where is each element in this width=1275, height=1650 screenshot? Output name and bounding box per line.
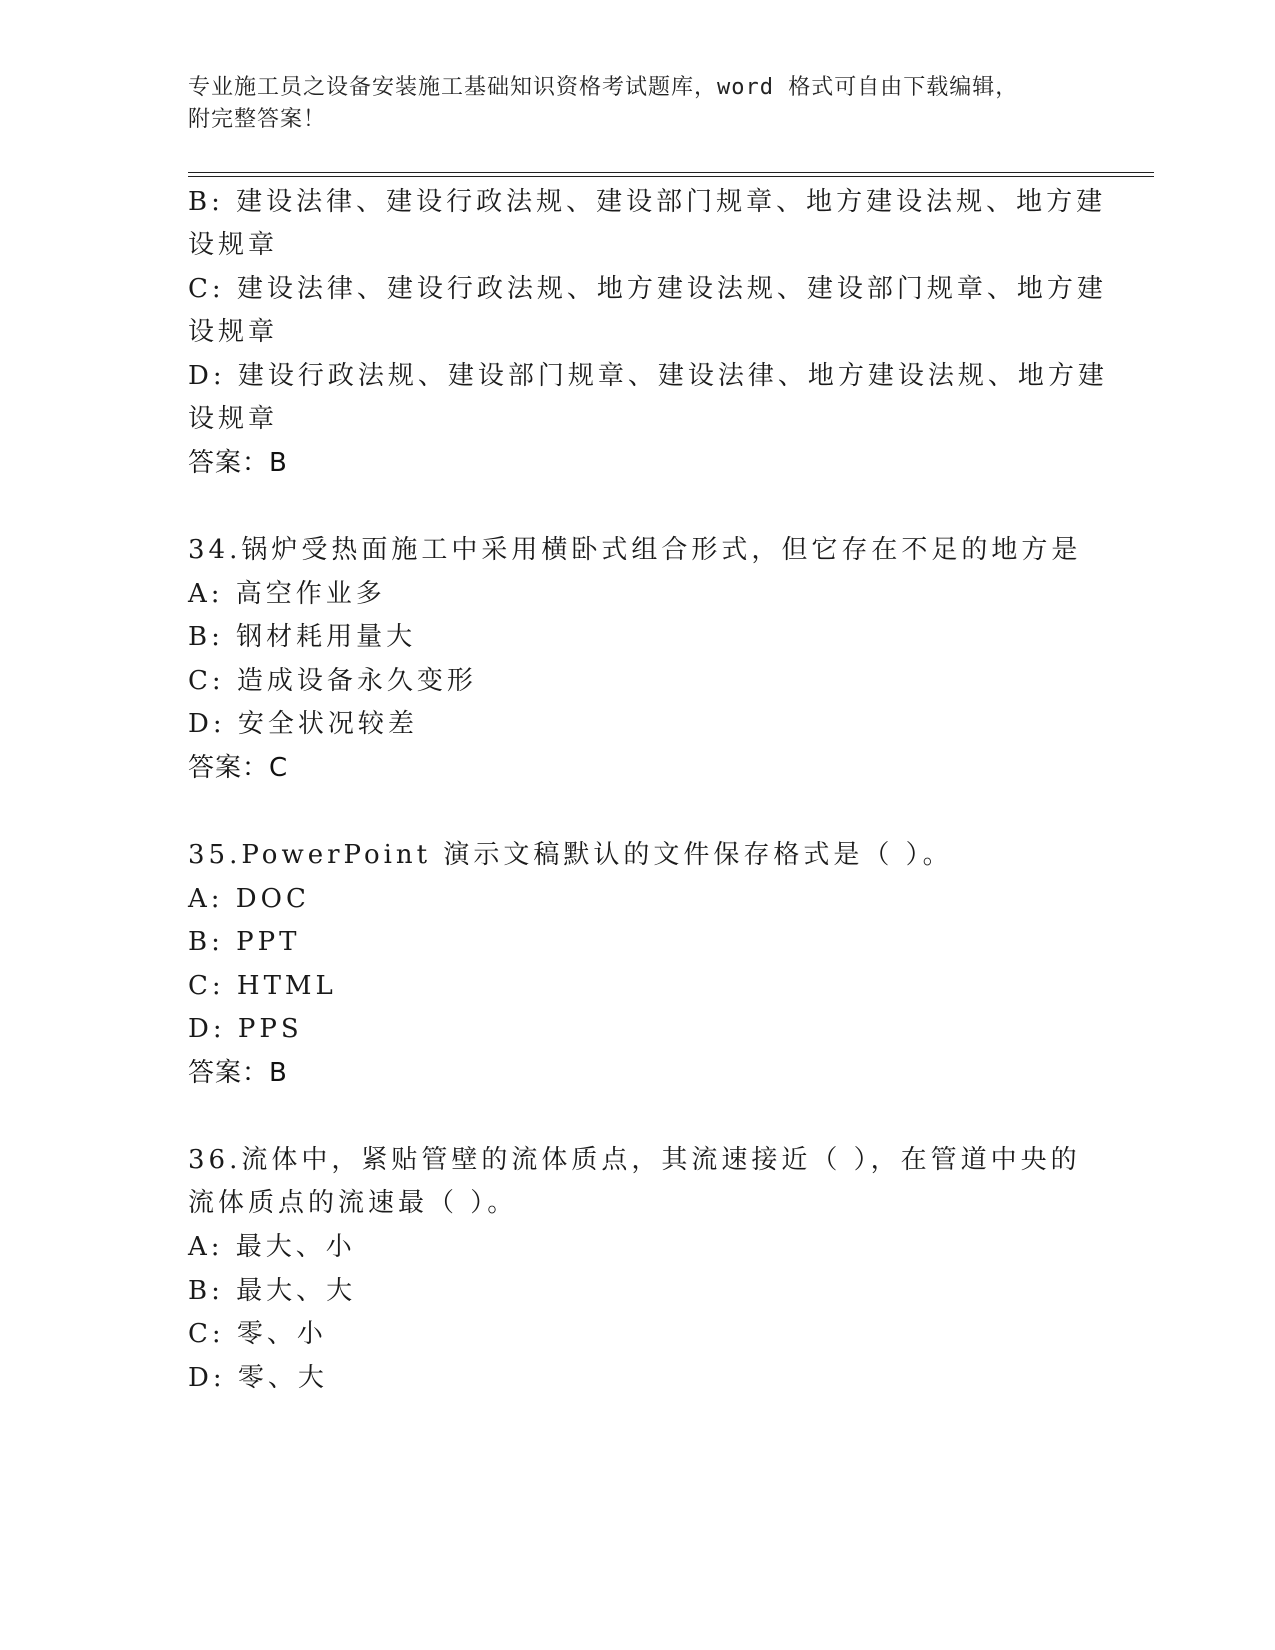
q33-option-b-line-2: 设规章 — [188, 230, 279, 260]
q36-question-line-2: 流体质点的流速最（ ）。 — [188, 1188, 518, 1218]
q35-option-c: C: HTML — [188, 971, 337, 1001]
q33-option-d-line-2: 设规章 — [188, 404, 279, 434]
header-divider-top — [188, 172, 1154, 173]
q35-option-b: B: PPT — [188, 927, 301, 957]
q33-answer: 答案：B — [188, 448, 288, 478]
q36-option-a: A: 最大、小 — [188, 1232, 356, 1262]
q35-option-d: D: PPS — [188, 1014, 303, 1044]
q33-option-c-line-2: 设规章 — [188, 317, 279, 347]
q35-question: 35.PowerPoint 演示文稿默认的文件保存格式是（ ）。 — [188, 840, 953, 870]
q36-option-b: B: 最大、大 — [188, 1276, 357, 1306]
q33-option-d-line-1: D: 建设行政法规、建设部门规章、建设法律、地方建设法规、地方建 — [188, 361, 1108, 391]
q34-question: 34.锅炉受热面施工中采用横卧式组合形式，但它存在不足的地方是 — [188, 535, 1082, 565]
q34-option-d: D: 安全状况较差 — [188, 709, 418, 739]
q35-option-a: A: DOC — [188, 884, 310, 914]
q33-option-b-line-1: B: 建设法律、建设行政法规、建设部门规章、地方建设法规、地方建 — [188, 187, 1107, 217]
q34-option-b: B: 钢材耗用量大 — [188, 622, 417, 652]
q36-option-c: C: 零、小 — [188, 1319, 327, 1349]
q34-option-a: A: 高空作业多 — [188, 579, 386, 609]
q36-question-line-1: 36.流体中，紧贴管壁的流体质点，其流速接近（ ），在管道中央的 — [188, 1145, 1081, 1175]
q35-answer: 答案：B — [188, 1058, 288, 1088]
header-text-line-2: 附完整答案！ — [188, 107, 327, 132]
header-text-line-1: 专业施工员之设备安装施工基础知识资格考试题库，word 格式可自由下载编辑， — [188, 75, 1019, 100]
q33-option-c-line-1: C: 建设法律、建设行政法规、地方建设法规、建设部门规章、地方建 — [188, 274, 1107, 304]
header-divider-bottom — [188, 176, 1154, 177]
q34-option-c: C: 造成设备永久变形 — [188, 666, 477, 696]
q36-option-d: D: 零、大 — [188, 1363, 328, 1393]
q34-answer: 答案：C — [188, 753, 289, 783]
